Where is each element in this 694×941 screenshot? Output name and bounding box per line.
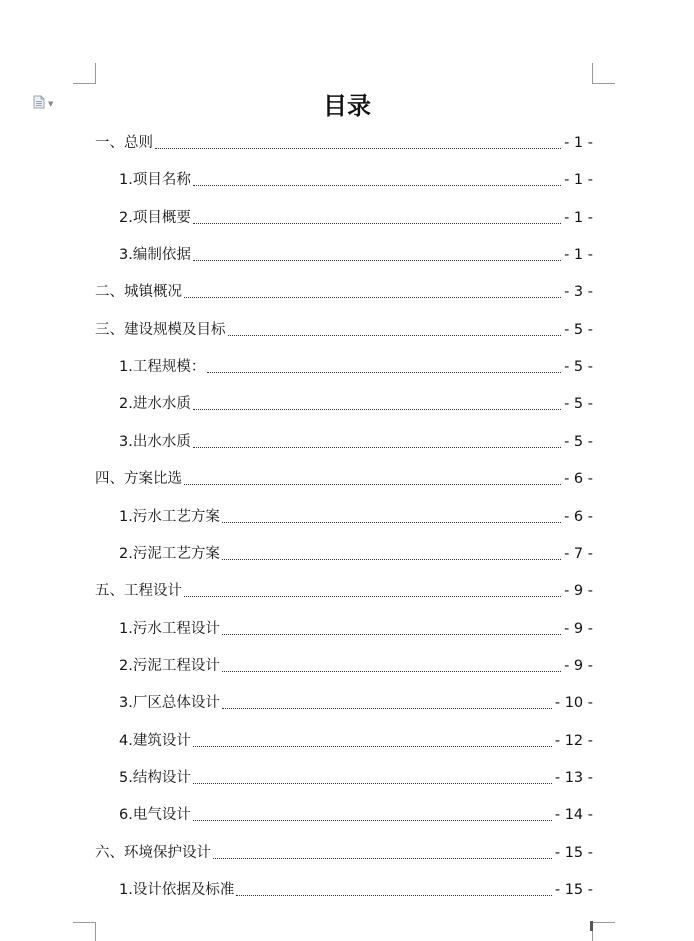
toc-entry[interactable] <box>95 131 593 153</box>
toc-dot-leader <box>222 522 561 523</box>
toc-dot-leader <box>222 559 561 560</box>
margin-corner-top-left <box>73 63 96 84</box>
toc-entry-page-number: - 5 - <box>564 322 593 338</box>
toc-entry-title: 六、环境保护设计 <box>95 845 211 861</box>
toc-entry-page-number: - 14 - <box>554 807 593 823</box>
toc-entry[interactable] <box>119 505 593 527</box>
toc-entry-title: 2.污泥工艺方案 <box>119 546 220 562</box>
toc-entry-page-number: - 15 - <box>554 845 593 861</box>
toc-entry[interactable] <box>119 355 593 377</box>
toc-dot-leader <box>184 596 561 597</box>
toc-dot-leader <box>193 409 561 410</box>
toc-entry-title: 1.污水工艺方案 <box>119 509 220 525</box>
toc-entry-page-number: - 5 - <box>564 396 593 412</box>
toc-entry-title: 6.电气设计 <box>119 807 191 823</box>
toc-dot-leader <box>193 820 552 821</box>
toc-entry[interactable] <box>119 243 593 265</box>
toc-dot-leader <box>193 783 552 784</box>
toc-entry-page-number: - 6 - <box>564 509 593 525</box>
toc-entry[interactable] <box>119 766 593 788</box>
toc-dot-leader <box>236 895 552 896</box>
toc-dot-leader <box>155 148 561 149</box>
toc-dot-leader <box>228 335 562 336</box>
toc-entry-title: 1.污水工程设计 <box>119 621 220 637</box>
toc-entry-title: 1.工程规模： <box>119 359 206 375</box>
toc-entry-title: 五、工程设计 <box>95 583 182 599</box>
toc-entry-page-number: - 12 - <box>554 733 593 749</box>
toc-entry-page-number: - 5 - <box>564 434 593 450</box>
text-cursor <box>590 921 593 931</box>
toc-entry-title: 3.厂区总体设计 <box>119 695 220 711</box>
toc-dot-leader <box>193 447 561 448</box>
toc-entry-page-number: - 10 - <box>554 695 593 711</box>
toc-dot-leader <box>184 297 561 298</box>
margin-corner-bottom-left <box>73 922 96 941</box>
page-title: 目录 <box>323 91 371 120</box>
toc-entry-title: 1.设计依据及标准 <box>119 882 235 898</box>
toc-dot-leader <box>193 223 561 224</box>
toc-entry-title: 四、方案比选 <box>95 471 182 487</box>
toc-entry-title: 2.进水水质 <box>119 396 191 412</box>
toc-entry-title: 2.项目概要 <box>119 210 191 226</box>
toc-entry-title: 4.建筑设计 <box>119 733 191 749</box>
toc-entry-title: 三、建设规模及目标 <box>95 322 226 338</box>
toc-entry-page-number: - 9 - <box>564 621 593 637</box>
toc-entry[interactable] <box>95 579 593 601</box>
toc-entry[interactable] <box>119 168 593 190</box>
toc-entry[interactable] <box>95 318 593 340</box>
toc-entry[interactable] <box>95 467 593 489</box>
toc-entry[interactable] <box>119 654 593 676</box>
toc-entry-title: 2.污泥工程设计 <box>119 658 220 674</box>
toc-dot-leader <box>193 185 561 186</box>
margin-corner-bottom-right <box>592 922 615 941</box>
toc-dot-leader <box>184 484 561 485</box>
toc-entry-title: 一、总则 <box>95 135 153 151</box>
toc-entry-title: 二、城镇概况 <box>95 284 182 300</box>
toc-entry-page-number: - 9 - <box>564 583 593 599</box>
toc-entry[interactable] <box>119 803 593 825</box>
toc-entry-title: 3.出水水质 <box>119 434 191 450</box>
toc-entry-page-number: - 1 - <box>564 172 593 188</box>
toc-entry-title: 5.结构设计 <box>119 770 191 786</box>
toc-entry[interactable] <box>95 280 593 302</box>
toc-entry-page-number: - 1 - <box>564 135 593 151</box>
toc-dot-leader <box>213 858 552 859</box>
toc-entry-page-number: - 1 - <box>564 247 593 263</box>
toc-entry-page-number: - 15 - <box>554 882 593 898</box>
margin-corner-top-right <box>592 63 615 84</box>
chevron-down-icon: ▼ <box>48 99 54 108</box>
toc-entry[interactable] <box>119 729 593 751</box>
toc-entry-title: 1.项目名称 <box>119 172 191 188</box>
toc-entry[interactable] <box>95 841 593 863</box>
toc-entry-page-number: - 13 - <box>554 770 593 786</box>
toc-dot-leader <box>222 708 552 709</box>
toc-entry[interactable] <box>119 392 593 414</box>
toc-entry-page-number: - 7 - <box>564 546 593 562</box>
toc-entry[interactable] <box>119 617 593 639</box>
toc-entry[interactable] <box>119 878 593 900</box>
toc-dot-leader <box>193 260 561 261</box>
toc-entry-page-number: - 1 - <box>564 210 593 226</box>
toc-dot-leader <box>207 372 561 373</box>
toc-entry-page-number: - 5 - <box>564 359 593 375</box>
toc-entry-page-number: - 3 - <box>564 284 593 300</box>
toc-entry-page-number: - 9 - <box>564 658 593 674</box>
toc-dot-leader <box>222 634 561 635</box>
toc-dot-leader <box>193 746 552 747</box>
toc-entry[interactable] <box>119 430 593 452</box>
toc-entry-title: 3.编制依据 <box>119 247 191 263</box>
toc-entry[interactable] <box>119 691 593 713</box>
toc-entry[interactable] <box>119 206 593 228</box>
toc-entry-page-number: - 6 - <box>564 471 593 487</box>
toc-dot-leader <box>222 671 561 672</box>
toc-entry[interactable] <box>119 542 593 564</box>
